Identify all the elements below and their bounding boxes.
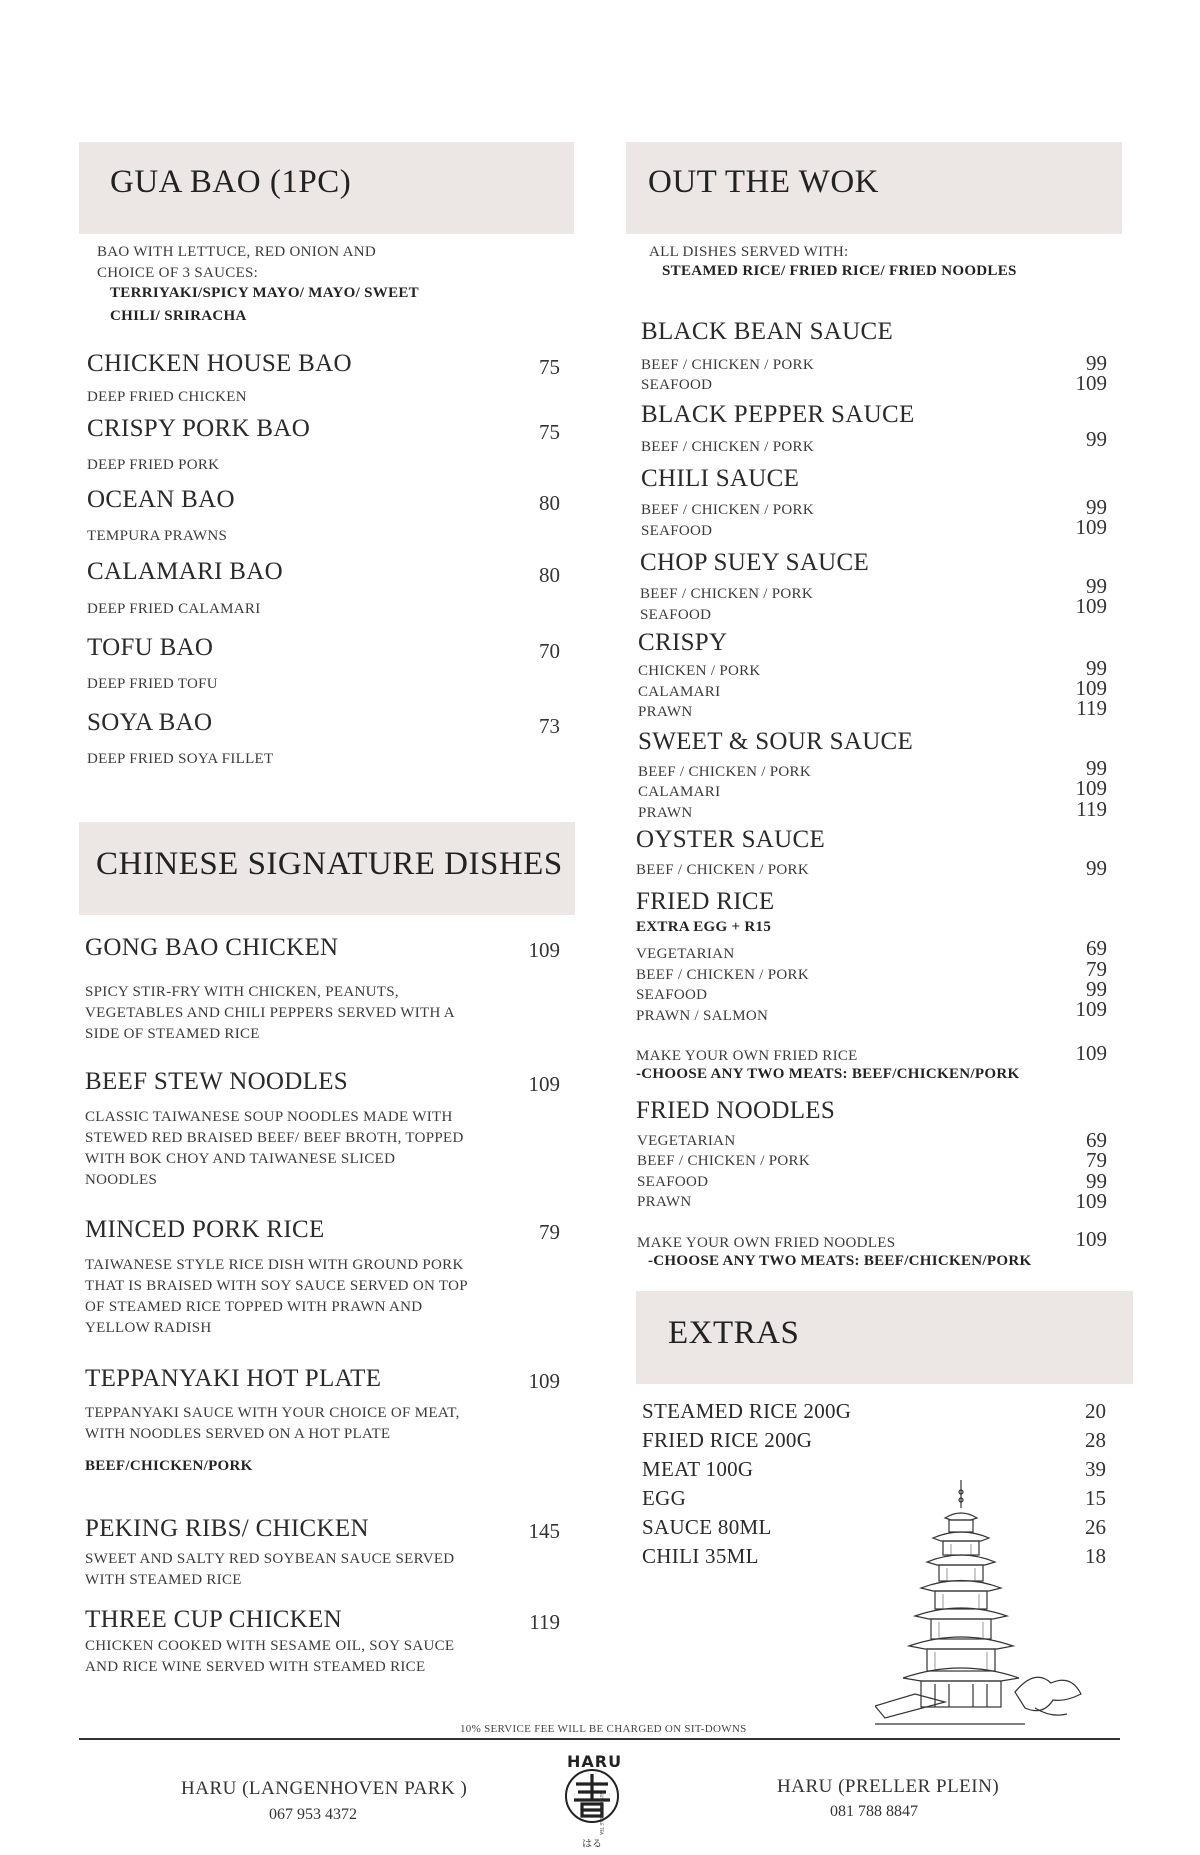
menu-item-name: CALAMARI BAO [87, 558, 283, 585]
location-right-name: HARU (PRELLER PLEIN) [777, 1776, 1000, 1797]
wok-intro: ALL DISHES SERVED WITH: [649, 244, 849, 260]
wok-extra-note: EXTRA EGG + R15 [636, 919, 772, 935]
wok-option: PRAWN [637, 1194, 692, 1210]
menu-item-desc: STEWED RED BRAISED BEEF/ BEEF BROTH, TOPPED [85, 1130, 464, 1146]
wok-option: BEEF / CHICKEN / PORK [636, 967, 809, 983]
gua-bao-sauces: CHILI/ SRIRACHA [110, 308, 247, 324]
menu-item-desc: TEMPURA PRAWNS [87, 528, 228, 544]
wok-price: 99 [1086, 495, 1107, 519]
menu-item-price: 75 [539, 355, 560, 379]
wok-header [626, 142, 1122, 234]
wok-price: 119 [1076, 696, 1107, 720]
extras-item-name: MEAT 100G [642, 1457, 754, 1481]
menu-item-desc: WITH STEAMED RICE [85, 1572, 242, 1588]
extras-item-name: CHILI 35ML [642, 1544, 759, 1568]
wok-price: 69 [1086, 936, 1107, 960]
menu-item-price: 75 [539, 420, 560, 444]
location-left-phone: 067 953 4372 [269, 1806, 357, 1823]
menu-item-desc: WITH NOODLES SERVED ON A HOT PLATE [85, 1426, 391, 1442]
menu-item-desc: NOODLES [85, 1172, 158, 1188]
wok-price: 109 [1075, 997, 1107, 1021]
make-own-fried-rice-note: -CHOOSE ANY TWO MEATS: BEEF/CHICKEN/PORK [636, 1066, 1020, 1082]
menu-item-name: MINCED PORK RICE [85, 1216, 325, 1243]
menu-item-price: 119 [529, 1610, 560, 1634]
make-own-fried-rice-price: 109 [1075, 1041, 1107, 1065]
wok-price: 99 [1086, 351, 1107, 375]
wok-price: 99 [1086, 856, 1107, 880]
extras-item-price: 26 [1085, 1515, 1106, 1539]
menu-item-desc: TEPPANYAKI SAUCE WITH YOUR CHOICE OF MEAT, [85, 1405, 460, 1421]
wok-price: 69 [1086, 1128, 1107, 1152]
gua-bao-intro: CHOICE OF 3 SAUCES: [97, 265, 259, 281]
menu-item-name: BEEF STEW NOODLES [85, 1068, 348, 1095]
menu-item-price: 80 [539, 563, 560, 587]
wok-price: 109 [1075, 1189, 1107, 1213]
extras-item-name: EGG [642, 1486, 687, 1510]
menu-item-desc: VEGETABLES AND CHILI PEPPERS SERVED WITH A [85, 1005, 455, 1021]
menu-item-desc: CHICKEN COOKED WITH SESAME OIL, SOY SAUCE [85, 1638, 455, 1654]
wok-price: 99 [1086, 574, 1107, 598]
wok-section-name: BLACK PEPPER SAUCE [641, 401, 915, 428]
wok-option: BEEF / CHICKEN / PORK [637, 1153, 810, 1169]
pagoda-illustration-icon [875, 1478, 1090, 1728]
menu-item-name: CHICKEN HOUSE BAO [87, 350, 352, 377]
wok-option: PRAWN [638, 805, 693, 821]
gua-bao-intro: BAO WITH LETTUCE, RED ONION AND [97, 244, 376, 260]
menu-item-price: 80 [539, 491, 560, 515]
wok-section-name: FRIED RICE [636, 888, 775, 915]
wok-option: BEEF / CHICKEN / PORK [641, 357, 814, 373]
wok-price: 119 [1076, 797, 1107, 821]
menu-item-desc: SIDE OF STEAMED RICE [85, 1026, 260, 1042]
menu-item-desc: YELLOW RADISH [85, 1320, 212, 1336]
wok-option: PRAWN / SALMON [636, 1008, 769, 1024]
wok-price: 109 [1075, 776, 1107, 800]
gua-bao-title: GUA BAO (1PC) [110, 164, 352, 200]
extras-title: EXTRAS [668, 1315, 800, 1351]
menu-item-price: 79 [539, 1220, 560, 1244]
make-own-fried-noodles: MAKE YOUR OWN FRIED NOODLES [637, 1235, 896, 1251]
menu-item-desc: CLASSIC TAIWANESE SOUP NOODLES MADE WITH [85, 1109, 453, 1125]
make-own-fried-rice: MAKE YOUR OWN FRIED RICE [636, 1048, 858, 1064]
wok-section-name: SWEET & SOUR SAUCE [638, 728, 914, 755]
menu-item-name: TEPPANYAKI HOT PLATE [85, 1365, 382, 1392]
wok-price: 99 [1086, 756, 1107, 780]
extras-header [636, 1291, 1133, 1384]
wok-price: 99 [1086, 427, 1107, 451]
menu-item-name: THREE CUP CHICKEN [85, 1606, 342, 1633]
menu-item-desc: DEEP FRIED SOYA FILLET [87, 751, 274, 767]
wok-price: 79 [1086, 957, 1107, 981]
wok-option: VEGETARIAN [637, 1133, 736, 1149]
wok-price: 79 [1086, 1148, 1107, 1172]
wok-section-name: CHILI SAUCE [641, 465, 800, 492]
menu-item-desc: DEEP FRIED PORK [87, 457, 220, 473]
extras-item-name: STEAMED RICE 200G [642, 1399, 852, 1423]
menu-item-price: 109 [528, 938, 560, 962]
extras-item-name: FRIED RICE 200G [642, 1428, 813, 1452]
menu-item-price: 73 [539, 714, 560, 738]
menu-item-name: PEKING RIBS/ CHICKEN [85, 1515, 369, 1542]
wok-option: SEAFOOD [640, 607, 712, 623]
wok-option: BEEF / CHICKEN / PORK [641, 439, 814, 455]
wok-price: 99 [1086, 977, 1107, 1001]
menu-item-name: TOFU BAO [87, 634, 214, 661]
menu-item-name: CRISPY PORK BAO [87, 415, 311, 442]
menu-item-name: GONG BAO CHICKEN [85, 934, 339, 961]
menu-item-price: 70 [539, 639, 560, 663]
extras-item-name: SAUCE 80ML [642, 1515, 772, 1539]
wok-section-name: OYSTER SAUCE [636, 826, 826, 853]
wok-option: BEEF / CHICKEN / PORK [638, 764, 811, 780]
wok-price: 109 [1075, 676, 1107, 700]
wok-option: SEAFOOD [636, 987, 708, 1003]
menu-item-note: BEEF/CHICKEN/PORK [85, 1458, 253, 1474]
wok-option: SEAFOOD [637, 1174, 709, 1190]
menu-item-desc: SPICY STIR-FRY WITH CHICKEN, PEANUTS, [85, 984, 399, 1000]
menu-item-price: 109 [528, 1369, 560, 1393]
wok-price: 109 [1075, 515, 1107, 539]
chinese-title: CHINESE SIGNATURE DISHES [96, 846, 563, 882]
menu-item-price: 109 [528, 1072, 560, 1096]
location-right-phone: 081 788 8847 [830, 1803, 918, 1820]
menu-item-desc: DEEP FRIED TOFU [87, 676, 218, 692]
extras-item-price: 20 [1085, 1399, 1106, 1423]
wok-price: 109 [1075, 371, 1107, 395]
wok-option: PRAWN [638, 704, 693, 720]
extras-item-price: 28 [1085, 1428, 1106, 1452]
wok-section-name: FRIED NOODLES [636, 1097, 836, 1124]
wok-price: 109 [1075, 594, 1107, 618]
menu-item-desc: DEEP FRIED CHICKEN [87, 389, 247, 405]
logo-subtitle: SUSHI & BUBBLE TEA [599, 1792, 604, 1835]
service-fee-note: 10% SERVICE FEE WILL BE CHARGED ON SIT-DOWNS [460, 1723, 747, 1735]
make-own-fried-noodles-price: 109 [1075, 1227, 1107, 1251]
wok-price: 99 [1086, 656, 1107, 680]
footer-divider [79, 1738, 1120, 1740]
menu-item-desc: TAIWANESE STYLE RICE DISH WITH GROUND PORK [85, 1257, 464, 1273]
wok-option: BEEF / CHICKEN / PORK [636, 862, 809, 878]
extras-item-price: 15 [1085, 1486, 1106, 1510]
wok-option: CALAMARI [638, 784, 721, 800]
wok-option: BEEF / CHICKEN / PORK [640, 586, 813, 602]
logo-kana: はる [582, 1839, 602, 1850]
menu-item-desc: DEEP FRIED CALAMARI [87, 601, 261, 617]
menu-item-name: SOYA BAO [87, 709, 213, 736]
wok-section-name: CHOP SUEY SAUCE [640, 549, 870, 576]
extras-item-price: 18 [1085, 1544, 1106, 1568]
menu-item-desc: AND RICE WINE SERVED WITH STEAMED RICE [85, 1659, 426, 1675]
haru-logo-icon [560, 1752, 624, 1852]
wok-option: BEEF / CHICKEN / PORK [641, 502, 814, 518]
wok-option: CALAMARI [638, 684, 721, 700]
wok-served-with: STEAMED RICE/ FRIED RICE/ FRIED NOODLES [662, 263, 1017, 279]
menu-item-price: 145 [528, 1519, 560, 1543]
location-left-name: HARU (LANGENHOVEN PARK ) [181, 1778, 468, 1799]
wok-title: OUT THE WOK [648, 164, 879, 200]
gua-bao-header [79, 142, 574, 234]
wok-section-name: BLACK BEAN SAUCE [641, 318, 894, 345]
wok-option: SEAFOOD [641, 523, 713, 539]
menu-item-desc: WITH BOK CHOY AND TAIWANESE SLICED [85, 1151, 396, 1167]
wok-section-name: CRISPY [638, 629, 728, 656]
logo-text: HARU [567, 1752, 623, 1771]
wok-option: SEAFOOD [641, 377, 713, 393]
gua-bao-sauces: TERRIYAKI/SPICY MAYO/ MAYO/ SWEET [110, 285, 419, 301]
wok-price: 99 [1086, 1169, 1107, 1193]
extras-item-price: 39 [1085, 1457, 1106, 1481]
chinese-header [79, 822, 575, 915]
wok-option: CHICKEN / PORK [638, 663, 761, 679]
menu-item-desc: OF STEAMED RICE TOPPED WITH PRAWN AND [85, 1299, 423, 1315]
menu-item-desc: THAT IS BRAISED WITH SOY SAUCE SERVED ON TOP [85, 1278, 468, 1294]
menu-item-name: OCEAN BAO [87, 486, 235, 513]
menu-item-desc: SWEET AND SALTY RED SOYBEAN SAUCE SERVED [85, 1551, 455, 1567]
make-own-fried-noodles-note: -CHOOSE ANY TWO MEATS: BEEF/CHICKEN/PORK [648, 1253, 1032, 1269]
wok-option: VEGETARIAN [636, 946, 735, 962]
